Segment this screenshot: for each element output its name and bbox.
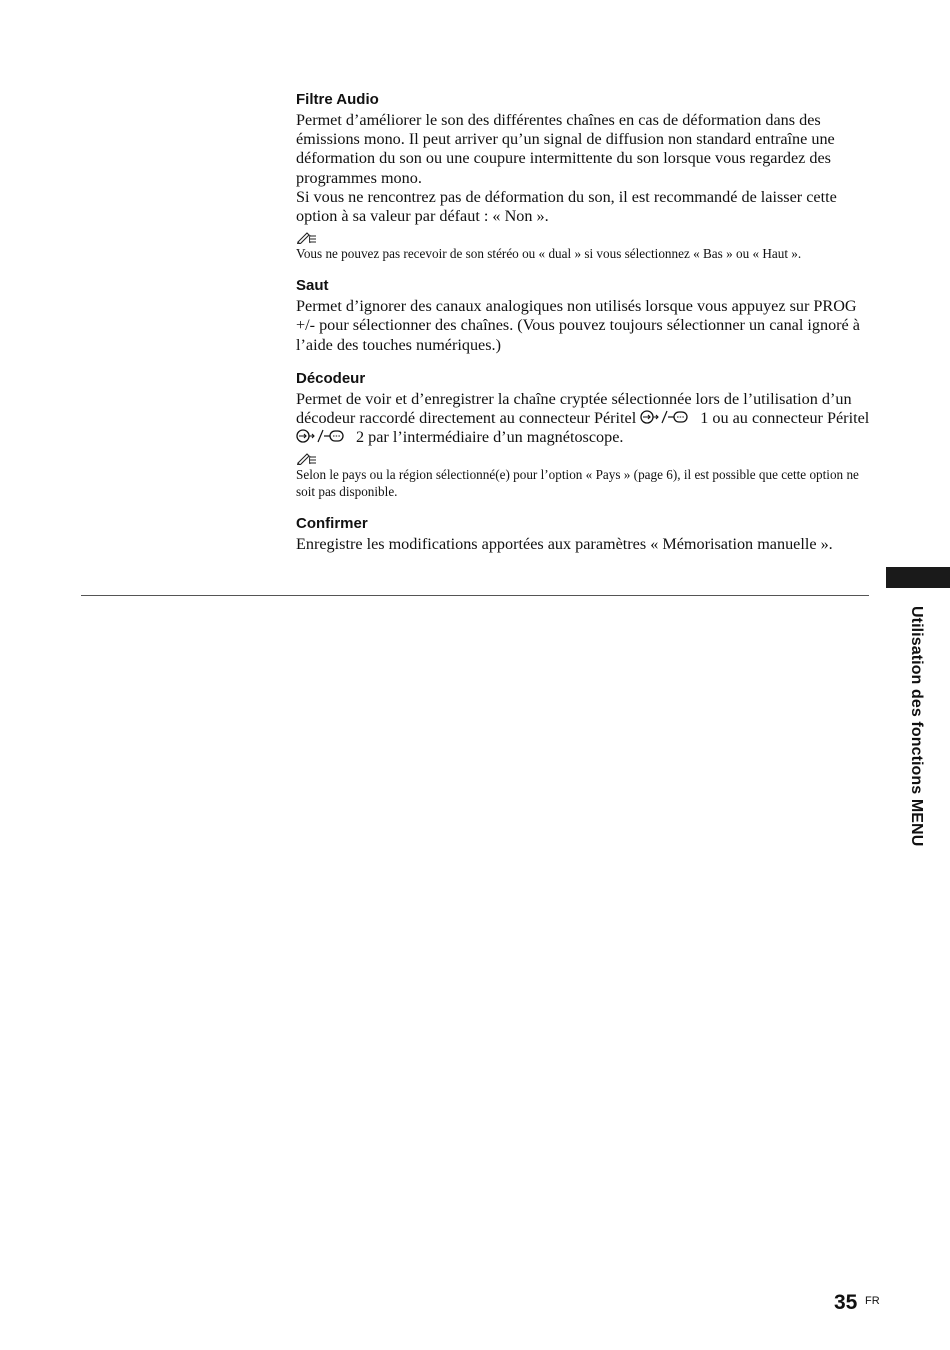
main-content: [296, 90, 876, 569]
pencil-note-icon: [296, 230, 318, 244]
scart-connector-icon: [640, 409, 700, 425]
connector-number-1: 1: [700, 409, 709, 428]
body-part-2: ou au connecteur Péritel: [708, 409, 870, 428]
body-part-3: par l’intermédiaire d’un magnétoscope.: [364, 428, 624, 447]
note-text: Selon le pays ou la région sélectionné(e) pour l’option « Pays » (page 6), il est possible que cette option ne soit pas disponible.: [296, 467, 859, 500]
section-body-2: Si vous ne rencontrez pas de déformation du son, il est recommandé de laisser cette option à sa valeur par défaut : « Non ».: [296, 187, 837, 226]
section-saut: [296, 276, 876, 355]
section-body: Permet d’ignorer des canaux analogiques non utilisés lorsque vous appuyez sur PROG +/- pour sélectionner des chaînes. (Vous pouvez toujours sélectionner un canal ignoré à l’aide des touches numériques.): [296, 297, 860, 354]
note-text: Vous ne pouvez pas recevoir de son stéréo ou « dual » si vous sélectionnez « Bas » ou « Haut ».: [296, 246, 802, 262]
pencil-note-icon: [296, 451, 318, 465]
section-decodeur: [296, 369, 876, 501]
section-body: Enregistre les modifications apportées aux paramètres « Mémorisation manuelle ».: [296, 535, 833, 554]
section-body: Permet d’améliorer le son des différentes chaînes en cas de déformation dans des émissions mono. Il peut arriver qu’un signal de diffusion non standard entraîne une déformation du son ou une coupure intermittente du son lorsque vous regardez des programmes mono.: [296, 111, 835, 187]
section-title: Saut: [296, 277, 329, 295]
section-title: Décodeur: [296, 369, 366, 387]
page-number: 35: [834, 1291, 858, 1314]
side-tab-text: Utilisation des fonctions MENU: [908, 606, 925, 847]
body-part-1: Permet de voir et d’enregistrer la chaîne cryptée sélectionnée lors de l’utilisation d’un décodeur raccordé directement au connecteur Péritel: [296, 389, 852, 428]
section-filtre-audio: [296, 90, 876, 262]
side-tab-label: [903, 606, 929, 874]
section-title: Filtre Audio: [296, 91, 379, 108]
section-title: Confirmer: [296, 515, 368, 533]
section-body: [296, 390, 876, 448]
section-divider: [81, 595, 869, 596]
side-tab-marker: [886, 567, 950, 588]
page-language: FR: [865, 1295, 880, 1307]
connector-number-2: 2: [356, 428, 365, 447]
section-confirmer: [296, 514, 876, 554]
scart-connector-icon: [296, 428, 356, 444]
